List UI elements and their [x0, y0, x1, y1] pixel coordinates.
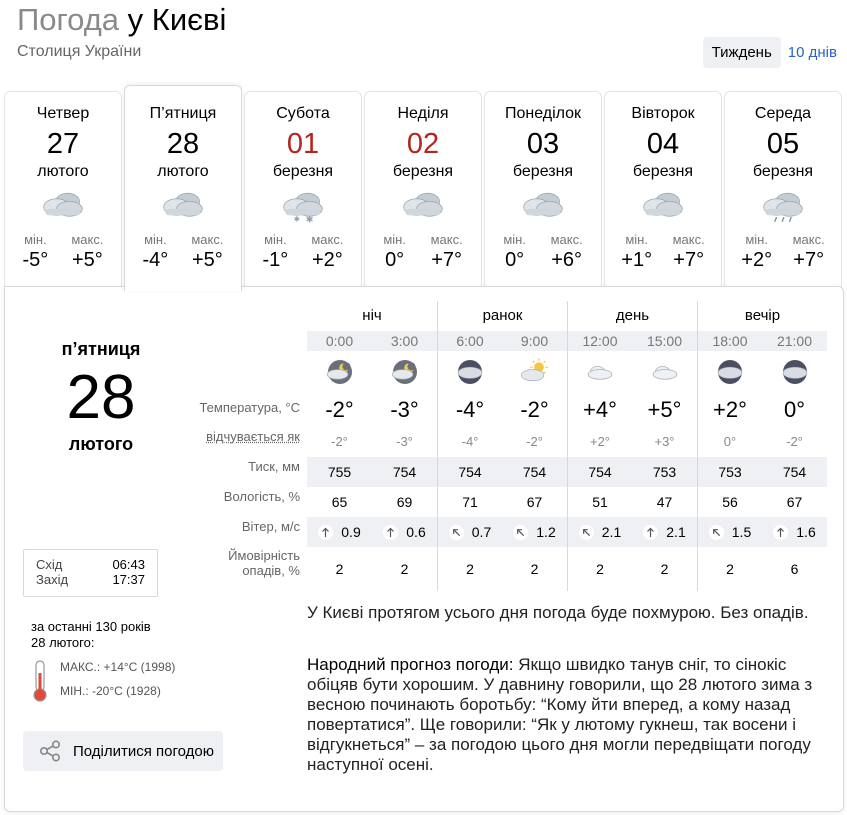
hour-wind: [437, 517, 502, 547]
min-label: мін.: [264, 232, 287, 247]
page-title: [17, 0, 226, 40]
title-city: у Києві: [127, 2, 227, 37]
wind-arrow-icon: [643, 525, 658, 540]
max-temp: +7°: [793, 249, 825, 271]
sunrise-time: 06:43: [112, 557, 145, 572]
hour-humidity: 51: [567, 487, 632, 517]
min-label: мін.: [383, 232, 406, 247]
cloudy-rain-icon: [725, 182, 841, 232]
cloud-icon: [567, 351, 632, 393]
label-wind: Вітер, м/с: [241, 519, 300, 534]
feels-row: [307, 427, 827, 457]
selected-weekday: п’ятниця: [61, 339, 141, 359]
max-label: макс.: [430, 232, 463, 247]
hour-wind: [372, 517, 437, 547]
share-icon: [39, 740, 61, 762]
period-morning: ранок: [437, 301, 567, 331]
sunrise-label: Схід: [36, 557, 63, 572]
hour-wind: [632, 517, 697, 547]
hour-wind: [567, 517, 632, 547]
wind-speed: 0.9: [341, 524, 361, 540]
selected-month: лютого: [68, 434, 134, 454]
folk-forecast-label: Народний прогноз погоди:: [307, 655, 514, 674]
day-tab[interactable]: [484, 91, 602, 287]
wind-arrow-icon: [513, 525, 528, 540]
selected-day-number: 28: [66, 363, 136, 432]
day-month: березня: [392, 163, 454, 180]
hour-pressure: 754: [522, 464, 547, 480]
hour-wind: [762, 517, 827, 547]
label-precip: [228, 548, 300, 578]
hour-time: 12:00: [567, 331, 632, 351]
svg-text:✱: ✱: [293, 214, 300, 224]
wind-arrow-icon: [318, 525, 333, 540]
day-name: Неділя: [397, 105, 449, 122]
hour-humidity: 56: [697, 487, 762, 517]
wind-speed: 1.2: [536, 524, 556, 540]
day-month: лютого: [37, 163, 89, 180]
day-name: Середа: [754, 105, 812, 122]
max-label: макс.: [550, 232, 583, 247]
sun-cloud-icon: [502, 351, 567, 393]
min-temp: +1°: [621, 249, 653, 271]
wind-arrow-icon: [449, 525, 464, 540]
period-day: день: [567, 301, 697, 331]
day-tab[interactable]: [244, 91, 362, 287]
range-switch: [703, 37, 837, 68]
hour-feels: -4°: [437, 427, 502, 457]
max-temp: +7°: [431, 249, 463, 271]
wind-speed: 0.6: [406, 524, 426, 540]
min-label: мін.: [144, 232, 167, 247]
day-number: 05: [766, 128, 800, 160]
max-temp: +6°: [551, 249, 583, 271]
min-temp: 0°: [385, 249, 405, 271]
cloudy-icon: [5, 182, 121, 232]
history-max: МАКС.: +14°C (1998): [60, 660, 176, 674]
max-temp: +5°: [72, 249, 103, 271]
wind-arrow-icon: [709, 525, 724, 540]
wind-speed: 2.1: [666, 524, 686, 540]
hour-temp: -2°: [520, 397, 549, 422]
min-temp: -4°: [142, 249, 169, 271]
day-name: Субота: [276, 105, 330, 122]
day-details-panel: [4, 286, 844, 812]
period-night: ніч: [362, 307, 382, 324]
wind-speed: 1.6: [796, 524, 816, 540]
label-feels-like[interactable]: відчувається як: [206, 429, 300, 444]
day-month: лютого: [157, 163, 209, 180]
wind-speed: 0.7: [471, 524, 492, 540]
hour-wind: [697, 517, 762, 547]
history-heading: [31, 619, 151, 651]
hour-temp: -4°: [437, 393, 502, 427]
hour-wind: [502, 517, 567, 547]
temperature-row: [307, 393, 827, 427]
max-temp: +5°: [192, 249, 223, 271]
day-month: березня: [752, 163, 814, 180]
day-tabs: [4, 91, 844, 287]
hour-temp: +4°: [567, 393, 632, 427]
max-label: макс.: [311, 232, 344, 247]
sunset-time: 17:37: [112, 572, 145, 587]
svg-text:✱: ✱: [305, 214, 314, 224]
hour-precip: 2: [697, 547, 762, 591]
hour-feels: -3°: [396, 434, 413, 449]
hour-time: 3:00: [390, 333, 419, 349]
times-row: [307, 331, 827, 351]
hour-humidity: 67: [786, 494, 803, 510]
min-label: мін.: [503, 232, 526, 247]
min-label: мін.: [24, 232, 47, 247]
night-overcast-icon: [762, 351, 827, 393]
hour-pressure: 753: [697, 457, 762, 487]
hour-precip: 2: [530, 561, 539, 577]
hour-humidity: 47: [656, 494, 673, 510]
day-number: 28: [166, 128, 200, 160]
min-temp: 0°: [505, 249, 525, 271]
hour-feels: -2°: [331, 434, 348, 449]
label-precip-line2: опадів, %: [242, 563, 300, 578]
day-name: Понеділок: [504, 105, 582, 122]
folk-forecast-text: Якщо швидко танув сніг, то сінокіс обіцяв бути хорошим. У давнину говорили, що 28 лютого зима з весною починають боротьбу: “Кому йти вперед, а кому назад повертатися”. Ще говорили: “Як у лютому гукнеш, так восени і відгукнеться” – за погодою цього дня могли передвіщати погоду наступної осені.: [307, 655, 813, 774]
min-temp: +2°: [741, 249, 773, 271]
max-temp: +7°: [673, 249, 705, 271]
hour-feels: +3°: [654, 434, 675, 449]
night-overcast-icon: [437, 351, 502, 393]
wind-arrow-icon: [773, 525, 788, 540]
period-evening: вечір: [697, 301, 827, 331]
hour-temp: 0°: [783, 397, 806, 422]
ten-days-link[interactable]: 10 днів: [787, 44, 837, 61]
day-number: 02: [406, 128, 440, 160]
week-button[interactable]: Тиждень: [703, 37, 781, 68]
label-pressure: Тиск, мм: [248, 459, 300, 474]
title-prefix: Погода: [17, 2, 120, 37]
day-tab[interactable]: [724, 91, 842, 287]
hour-time: 21:00: [776, 333, 813, 349]
wind-row: [307, 517, 827, 547]
cloudy-icon: [605, 182, 721, 232]
cloud-icon: [632, 351, 697, 393]
selected-date: [5, 339, 197, 455]
day-month: березня: [632, 163, 694, 180]
hour-humidity: 69: [396, 494, 413, 510]
hour-time: 6:00: [437, 331, 502, 351]
hour-humidity: 65: [331, 494, 348, 510]
hour-wind: [307, 517, 372, 547]
hour-pressure: 754: [567, 457, 632, 487]
max-label: макс.: [792, 232, 825, 247]
hourly-grid: [307, 301, 827, 591]
label-temperature: Температура, °С: [199, 400, 300, 415]
pressure-row: [307, 457, 827, 487]
day-month: березня: [512, 163, 574, 180]
share-label: Поділитися погодою: [73, 742, 215, 760]
day-name: Вівторок: [631, 105, 695, 122]
hour-precip: 2: [335, 561, 344, 577]
day-name: П’ятниця: [149, 105, 217, 122]
wind-arrow-icon: [579, 525, 594, 540]
history-line1: за останні 130 років: [31, 619, 151, 634]
hour-time: 0:00: [325, 333, 354, 349]
day-month: березня: [272, 163, 334, 180]
hour-temp: -2°: [325, 397, 354, 422]
wind-arrow-icon: [383, 525, 398, 540]
hour-time: 18:00: [697, 331, 762, 351]
night-overcast-icon: [697, 351, 762, 393]
day-number: 03: [526, 128, 560, 160]
share-button[interactable]: [23, 731, 223, 771]
label-humidity: Вологість, %: [223, 489, 300, 504]
hour-humidity: 71: [437, 487, 502, 517]
hour-precip: 2: [567, 547, 632, 591]
max-label: макс.: [672, 232, 705, 247]
page-subtitle: Столиця України: [17, 43, 142, 60]
thermometer-icon: [30, 659, 50, 703]
min-label: мін.: [745, 232, 768, 247]
day-number: 04: [646, 128, 680, 160]
day-tab[interactable]: [124, 85, 242, 291]
cloudy-snow-icon: [245, 182, 361, 232]
hour-temp: -3°: [390, 397, 419, 422]
hour-pressure: 754: [782, 464, 807, 480]
day-tab[interactable]: [4, 91, 122, 287]
hour-feels: +2°: [567, 427, 632, 457]
min-temp: -1°: [262, 249, 289, 271]
hour-pressure: 755: [327, 464, 352, 480]
day-tab[interactable]: [604, 91, 722, 287]
label-precip-line1: Ймовірність: [228, 548, 300, 563]
day-name: Четвер: [36, 105, 90, 122]
day-number: 01: [286, 128, 320, 160]
max-label: макс.: [71, 232, 104, 247]
hour-temp: +5°: [647, 397, 682, 422]
max-label: макс.: [191, 232, 224, 247]
hour-temp: +2°: [697, 393, 762, 427]
period-headers: [307, 301, 827, 331]
day-summary: У Києві протягом усього дня погода буде похмурою. Без опадів.: [307, 603, 809, 622]
hour-feels: -2°: [786, 434, 803, 449]
hour-precip: 2: [437, 547, 502, 591]
day-number: 27: [46, 128, 80, 160]
precip-row: [307, 547, 827, 591]
min-temp: -5°: [22, 249, 49, 271]
icons-row: [307, 351, 827, 393]
moon-cloud-icon: [372, 351, 437, 393]
moon-cloud-icon: [307, 351, 372, 393]
hour-precip: 6: [790, 561, 799, 577]
hour-time: 9:00: [520, 333, 549, 349]
sun-times: [23, 549, 158, 597]
hour-precip: 2: [400, 561, 409, 577]
hour-feels: 0°: [697, 427, 762, 457]
humidity-row: [307, 487, 827, 517]
hour-time: 15:00: [646, 333, 683, 349]
sunset-label: Захід: [36, 572, 69, 587]
wind-speed: 1.5: [731, 524, 752, 540]
history-line2: 28 лютого:: [31, 635, 95, 650]
history-min: МІН.: -20°C (1928): [60, 684, 161, 698]
day-tab[interactable]: [364, 91, 482, 287]
cloudy-icon: [365, 182, 481, 232]
hour-humidity: 67: [526, 494, 543, 510]
hour-feels: -2°: [526, 434, 543, 449]
min-label: мін.: [625, 232, 648, 247]
hour-pressure: 754: [392, 464, 417, 480]
max-temp: +2°: [312, 249, 343, 271]
cloudy-icon: [125, 182, 241, 232]
wind-speed: 2.1: [601, 524, 622, 540]
folk-forecast: [307, 655, 833, 775]
hour-precip: 2: [660, 561, 669, 577]
cloudy-icon: [485, 182, 601, 232]
hour-pressure: 754: [437, 457, 502, 487]
hour-pressure: 753: [652, 464, 677, 480]
